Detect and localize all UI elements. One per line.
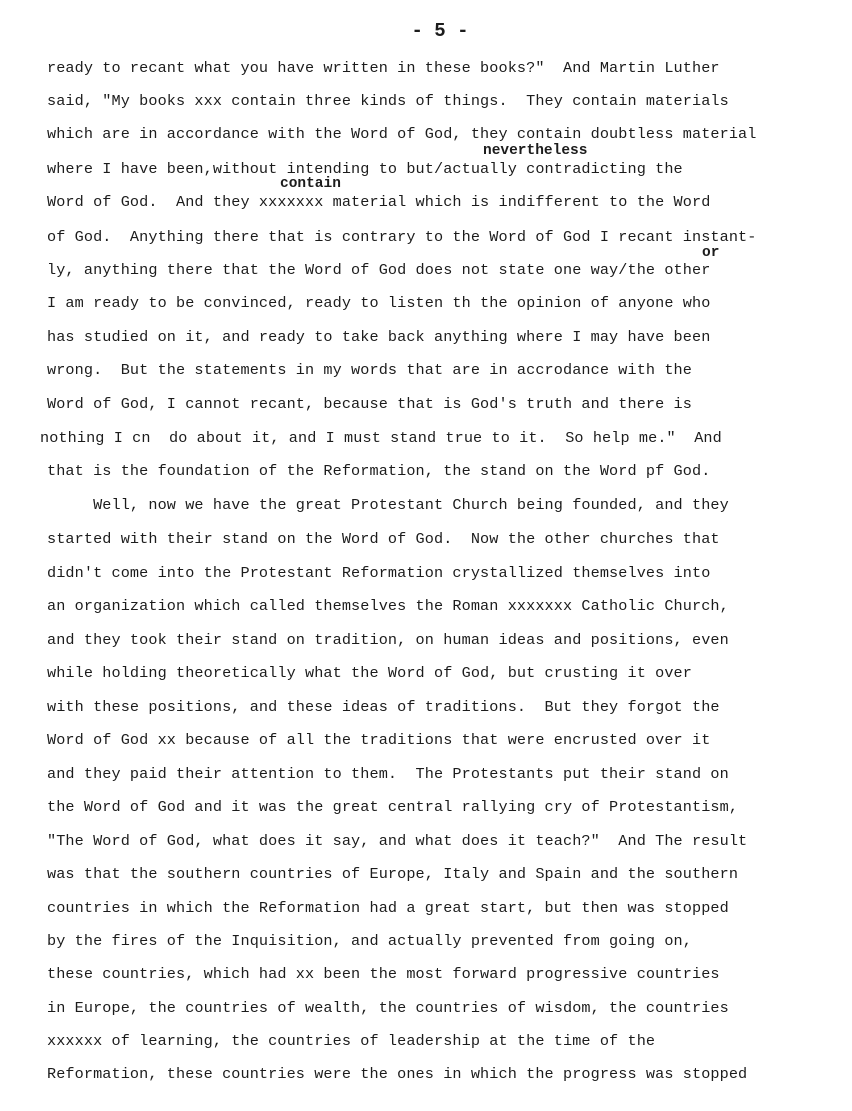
text-line: which are in accordance with the Word of God, they contain doubtless material bbox=[47, 125, 757, 143]
text-line: xxxxxx of learning, the countries of leadership at the time of the bbox=[47, 1032, 656, 1050]
insertion-nevertheless: nevertheless bbox=[483, 143, 588, 159]
text-line: an organization which called themselves the Roman xxxxxxx Catholic Church, bbox=[47, 597, 729, 615]
insertion-or: or bbox=[702, 245, 720, 261]
text-line: that is the foundation of the Reformation, the stand on the Word pf God. bbox=[47, 462, 711, 480]
text-line: nothing I cn do about it, and I must stand true to it. So help me." And bbox=[40, 429, 722, 447]
text-line: countries in which the Reformation had a great start, but then was stopped bbox=[47, 899, 729, 917]
text-line: Word of God. And they xxxxxxx material which is indifferent to the Word bbox=[47, 193, 711, 211]
text-line: has studied on it, and ready to take back anything where I may have been bbox=[47, 328, 711, 346]
text-line: wrong. But the statements in my words that are in accrodance with the bbox=[47, 361, 692, 379]
text-line: these countries, which had xx been the most forward progressive countries bbox=[47, 965, 720, 983]
text-line: Word of God, I cannot recant, because that is God's truth and there is bbox=[47, 395, 692, 413]
text-line: of God. Anything there that is contrary to the Word of God I recant instant- bbox=[47, 228, 757, 246]
text-line: and they took their stand on tradition, on human ideas and positions, even bbox=[47, 631, 729, 649]
page-number: - 5 - bbox=[411, 20, 469, 42]
text-line: ly, anything there that the Word of God does not state one way/the other bbox=[47, 261, 711, 279]
text-line: and they paid their attention to them. The Protestants put their stand on bbox=[47, 765, 729, 783]
text-line: the Word of God and it was the great central rallying cry of Protestantism, bbox=[47, 798, 739, 816]
insertion-contain: contain bbox=[280, 176, 341, 192]
text-line: Word of God xx because of all the traditions that were encrusted over it bbox=[47, 731, 711, 749]
text-line: where I have been,without intending to but/actually contradicting the bbox=[47, 160, 683, 178]
text-line: started with their stand on the Word of God. Now the other churches that bbox=[47, 530, 720, 548]
text-line: I am ready to be convinced, ready to listen th the opinion of anyone who bbox=[47, 294, 711, 312]
text-line: said, "My books xxx contain three kinds of things. They contain materials bbox=[47, 92, 729, 110]
text-line: while holding theoretically what the Word of God, but crusting it over bbox=[47, 664, 692, 682]
text-line: with these positions, and these ideas of traditions. But they forgot the bbox=[47, 698, 720, 716]
text-line: was that the southern countries of Europe, Italy and Spain and the southern bbox=[47, 865, 739, 883]
text-line: ready to recant what you have written in these books?" And Martin Luther bbox=[47, 59, 720, 77]
text-line: Well, now we have the great Protestant Church being founded, and they bbox=[47, 496, 729, 514]
text-line: in Europe, the countries of wealth, the countries of wisdom, the countries bbox=[47, 999, 729, 1017]
text-line: didn't come into the Protestant Reformation crystallized themselves into bbox=[47, 564, 711, 582]
text-line: "The Word of God, what does it say, and what does it teach?" And The result bbox=[47, 832, 748, 850]
text-line: Reformation, these countries were the ones in which the progress was stopped bbox=[47, 1065, 748, 1083]
text-line: by the fires of the Inquisition, and actually prevented from going on, bbox=[47, 932, 692, 950]
